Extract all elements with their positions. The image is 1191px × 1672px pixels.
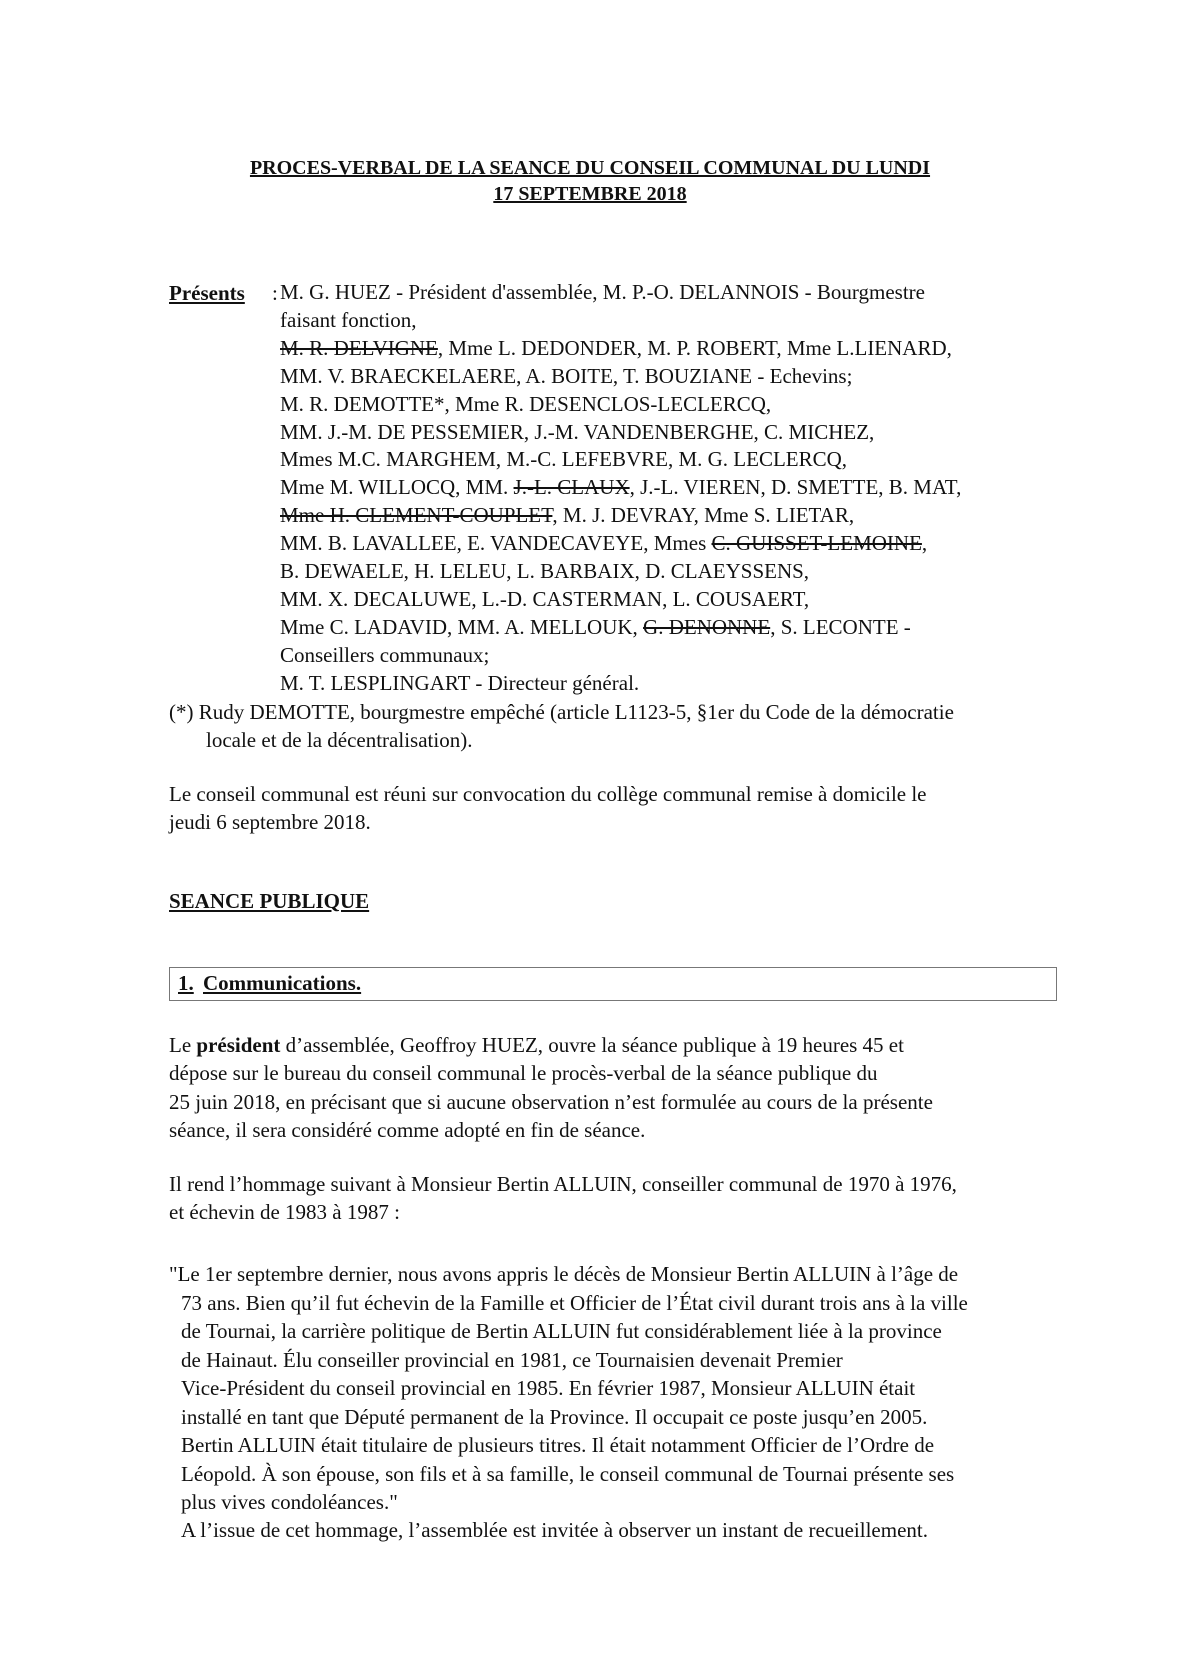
quote-line-6: installé en tant que Député permanent de la Province. Il occupait ce poste jusqu’en 2005.: [181, 1404, 928, 1429]
opening-paragraph: [169, 1031, 1089, 1144]
footnote-line-1: (*) Rudy DEMOTTE, bourgmestre empêché (article L1123-5, §1er du Code de la démocratie: [169, 700, 954, 724]
struck-name: M. R. DELVIGNE: [280, 335, 438, 360]
presents-line: [280, 614, 1100, 642]
closing-line: A l’issue de cet hommage, l’assemblée est invitée à observer un instant de recueillement.: [181, 1518, 928, 1542]
presents-text: M. G. HUEZ - Président d'assemblée, M. P.-O. DELANNOIS - Bourgmestre: [280, 280, 925, 304]
presents-line: [280, 363, 1100, 391]
opening-line-4: séance, il sera considéré comme adopté en fin de séance.: [169, 1117, 646, 1142]
presents-text: Mme C. LADAVID, MM. A. MELLOUK,: [280, 614, 644, 639]
presents-line: [280, 642, 1100, 670]
presents-line: [280, 446, 1100, 474]
presents-text: faisant fonction,: [280, 307, 417, 332]
presents-text: MM. J.-M. DE PESSEMIER, J.-M. VANDENBERGHE, C. MICHEZ,: [280, 419, 875, 444]
presents-text: MM. X. DECALUWE, L.-D. CASTERMAN, L. COUSAERT,: [280, 586, 810, 611]
presents-text: , M. J. DEVRAY, Mme S. LIETAR,: [552, 503, 855, 528]
presents-text: ,: [921, 531, 928, 556]
title-line-1: PROCES-VERBAL DE LA SEANCE DU CONSEIL COMMUNAL DU LUNDI: [249, 157, 931, 179]
presents-text: MM. B. LAVALLEE, E. VANDECAVEYE, Mmes: [280, 531, 712, 556]
presents-line: [280, 670, 1100, 698]
footnote: [169, 698, 1109, 754]
presents-line: [280, 474, 1100, 502]
document-title: [150, 155, 1030, 207]
presents-text: MM. V. BRAECKELAERE, A. BOITE, T. BOUZIANE - Echevins;: [280, 363, 853, 388]
convocation-paragraph: [169, 780, 1069, 836]
presents-text: , Mme L. DEDONDER, M. P. ROBERT, Mme L.LIENARD,: [437, 335, 952, 360]
quote-line-7: Bertin ALLUIN était titulaire de plusieurs titres. Il était notamment Officier de l’Ordre de: [181, 1433, 935, 1457]
presents-line: [280, 335, 1100, 363]
struck-name: G. DENONNE: [643, 614, 771, 639]
tribute-intro-line-2: et échevin de 1983 à 1987 :: [169, 1200, 400, 1224]
convocation-line-2: jeudi 6 septembre 2018.: [169, 810, 371, 834]
opening-line-1-pre: Le: [169, 1033, 197, 1057]
presents-line: [280, 279, 1100, 307]
tribute-intro-paragraph: [169, 1170, 1089, 1226]
opening-line-1-post: d’assemblée, Geoffroy HUEZ, ouvre la séance publique à 19 heures 45 et: [280, 1033, 904, 1057]
presents-label: Présents: [169, 281, 245, 305]
struck-name: Mme H. CLEMENT-COUPLET: [280, 503, 553, 528]
quote-line-2: 73 ans. Bien qu’il fut échevin de la Famille et Officier de l’État civil durant trois ans à la ville: [181, 1290, 968, 1315]
presents-line: [280, 502, 1100, 530]
presents-text: Mmes M.C. MARGHEM, M.-C. LEFEBVRE, M. G. LECLERCQ,: [280, 447, 848, 472]
presents-line: [280, 391, 1100, 419]
presents-line: [280, 419, 1100, 447]
presents-text: M. R. DEMOTTE*, Mme R. DESENCLOS-LECLERCQ,: [280, 391, 772, 416]
agenda-item-number: 1.: [178, 971, 194, 995]
title-line-2: 17 SEPTEMBRE 2018: [493, 183, 687, 205]
quote-line-3: de Tournai, la carrière politique de Bertin ALLUIN fut considérablement liée à la province: [181, 1319, 942, 1343]
tribute-intro-line-1: Il rend l’hommage suivant à Monsieur Bertin ALLUIN, conseiller communal de 1970 à 1976,: [169, 1172, 957, 1196]
presents-text: , S. LECONTE -: [770, 614, 911, 639]
presents-line: [280, 530, 1100, 558]
quote-line-9: plus vives condoléances.": [181, 1490, 398, 1514]
president-bold: président: [196, 1033, 281, 1057]
section-title: SEANCE PUBLIQUE: [169, 889, 370, 913]
presents-text: , J.-L. VIEREN, D. SMETTE, B. MAT,: [629, 475, 962, 500]
agenda-item-label: Communications.: [203, 971, 362, 995]
agenda-item-box: [169, 967, 1057, 1001]
presents-text: Conseillers communaux;: [280, 642, 490, 667]
presents-text: M. T. LESPLINGART - Directeur général.: [280, 670, 640, 695]
opening-line-1: [169, 1031, 1089, 1059]
tribute-quote: [169, 1260, 1129, 1517]
presents-list: [280, 279, 1100, 698]
convocation-line-1: Le conseil communal est réuni sur convocation du collège communal remise à domicile le: [169, 782, 927, 806]
quote-line-4: de Hainaut. Élu conseiller provincial en 1981, ce Tournaisien devenait Premier: [181, 1347, 843, 1372]
opening-line-2: dépose sur le bureau du conseil communal le procès-verbal de la séance publique du: [169, 1061, 878, 1086]
presents-colon: :: [272, 281, 278, 305]
quote-line-8: Léopold. À son épouse, son fils et à sa famille, le conseil communal de Tournai présente ses: [181, 1461, 955, 1486]
opening-line-3: 25 juin 2018, en précisant que si aucune observation n’est formulée au cours de la présente: [169, 1089, 933, 1114]
presents-line: [280, 586, 1100, 614]
presents-line: [280, 307, 1100, 335]
presents-line: [280, 558, 1100, 586]
footnote-line-2: locale et de la décentralisation).: [206, 728, 473, 752]
presents-text: Mme M. WILLOCQ, MM.: [280, 475, 514, 500]
quote-line-5: Vice-Président du conseil provincial en 1985. En février 1987, Monsieur ALLUIN était: [181, 1376, 916, 1400]
struck-name: C. GUISSET-LEMOINE: [711, 531, 922, 556]
struck-name: J.-L. CLAUX: [513, 475, 630, 500]
presents-text: B. DEWAELE, H. LELEU, L. BARBAIX, D. CLAEYSSENS,: [280, 559, 810, 584]
quote-line-1: "Le 1er septembre dernier, nous avons appris le décès de Monsieur Bertin ALLUIN à l’âge de: [169, 1262, 959, 1286]
